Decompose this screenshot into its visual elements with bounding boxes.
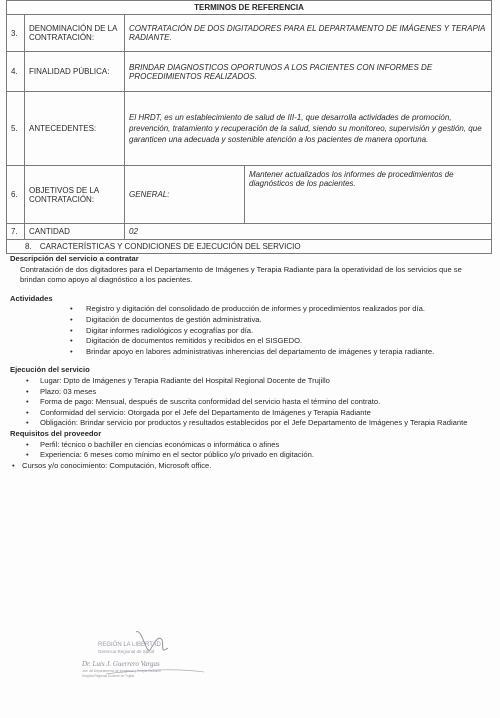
list-item: • Registro y digitación del consolidado de producción de informes y procedimientos realizados por día. <box>70 304 425 314</box>
section8-number: 8. <box>25 242 32 251</box>
row-label: DENOMINACIÓN DE LA CONTRATACIÓN: <box>25 15 125 52</box>
actividades-heading: Actividades <box>10 293 53 303</box>
row-value: CONTRATACIÓN DE DOS DIGITADORES PARA EL DEPARTAMENTO DE IMÁGENES Y TERAPIA RADIANTE. <box>125 15 492 52</box>
row-label: FINALIDAD PÚBLICA: <box>25 52 125 92</box>
list-item: • Digitación de documentos de gestión administrativa. <box>70 314 262 324</box>
row-number: 5. <box>7 92 25 166</box>
stamp-line5: Hospital Regional Docente de Trujillo <box>82 674 135 678</box>
row-value: BRINDAR DIAGNOSTICOS OPORTUNOS A LOS PACIENTES CON INFORMES DE PROCEDIMIENTOS REALIZADOS. <box>125 52 492 92</box>
row-value: 02 <box>125 224 492 240</box>
section8-title: CARACTERÍSTICAS Y CONDICIONES DE EJECUCIÓN DEL SERVICIO <box>39 242 301 251</box>
row-label: OBJETIVOS DE LA CONTRATACIÓN: <box>25 166 125 224</box>
list-item: • Cursos y/o conocimiento: Computación, Microsoft office. <box>12 460 212 470</box>
row-number: 6. <box>7 166 25 224</box>
section8-header <box>7 240 492 254</box>
list-item: • Obligación: Brindar servicio por productos y resultados establecidos por el Jefe Departamento de Imágenes y Terapia Radiante <box>26 418 468 428</box>
requisitos-heading: Requisitos del proveedor <box>10 428 102 438</box>
stamp-line2: Gerencia Regional de Salud <box>98 649 155 654</box>
section8-row <box>7 240 492 254</box>
document-title: TERMINOS DE REFERENCIA <box>7 1 492 15</box>
list-item: • Lugar: Dpto de Imágenes y Terapia Radiante del Hospital Regional Docente de Trujillo <box>26 375 330 385</box>
row-value: El HRDT, es un establecimiento de salud de III-1, que desarrolla actividades de promoción, prevención, tratamiento y recuperación de la salud, siendo su monitoreo, supervisión y gestión, que garanticen una adecuada y sostenible atención a los pacientes de manera oportuna. <box>125 92 492 166</box>
list-item: • Digitación de documentos remitidos y recibidos en el SISGEDO. <box>70 336 303 346</box>
table-row <box>7 92 492 166</box>
row-label: CANTIDAD <box>25 224 125 240</box>
document-page <box>6 0 492 471</box>
row-sublabel: GENERAL: <box>125 166 245 224</box>
table-row <box>7 224 492 240</box>
list-item: • Plazo: 03 meses <box>26 386 97 396</box>
actividades-list <box>10 304 488 357</box>
list-item: • Experiencia: 6 meses como mínimo en el sector público y/o privado en digitación. <box>26 450 314 460</box>
ejecucion-list <box>10 376 488 429</box>
requisitos-list <box>10 440 488 461</box>
list-item: • Digitar informes radiológicos y ecografías por día. <box>70 325 254 335</box>
list-item: • Perfil: técnico o bachiller en ciencias económicas o informática o afines <box>26 439 280 449</box>
ejecucion-heading: Ejecución del servicio <box>10 365 90 375</box>
cursos-list <box>10 461 488 472</box>
list-item: • Forma de pago: Mensual, después de suscrita conformidad del servicio hasta el término del contrato. <box>26 397 381 407</box>
row-value: Mantener actualizados los informes de procedimientos de diagnósticos de los pacientes. <box>245 166 492 224</box>
row-number: 3. <box>7 15 25 52</box>
table-row <box>7 166 492 224</box>
signature-stamp <box>76 624 216 684</box>
row-number: 4. <box>7 52 25 92</box>
row-number: 7. <box>7 224 25 240</box>
stamp-line1: REGIÓN LA LIBERTAD <box>98 642 161 648</box>
row-label: ANTECEDENTES: <box>25 92 125 166</box>
descripcion-heading: Descripción del servicio a contratar <box>10 254 139 263</box>
stamp-line4: Jefe del Departamento de Imágenes y Terapia Radiante <box>82 669 161 673</box>
descripcion-text: Contratación de dos digitadores para el Departamento de Imágenes y Terapia Radiante para la operatividad de los servicios que se brindan como apoyo al diagnóstico a los pacientes. <box>20 264 462 285</box>
signature-stamp-graphic <box>76 624 216 684</box>
table-header-row <box>7 1 492 15</box>
list-item: • Conformidad del servicio: Otorgada por el Jefe del Departamento de Imágenes y Terapia Radiante <box>26 407 371 417</box>
table-row <box>7 52 492 92</box>
stamp-line3: Dr. Luis J. Guerrero Vargas <box>82 660 160 668</box>
table-row <box>7 15 492 52</box>
section8-body <box>6 254 492 471</box>
terms-table <box>6 0 492 254</box>
list-item: • Brindar apoyo en labores administrativas inherencias del departamento de imágenes y terapia radiante. <box>70 346 435 356</box>
